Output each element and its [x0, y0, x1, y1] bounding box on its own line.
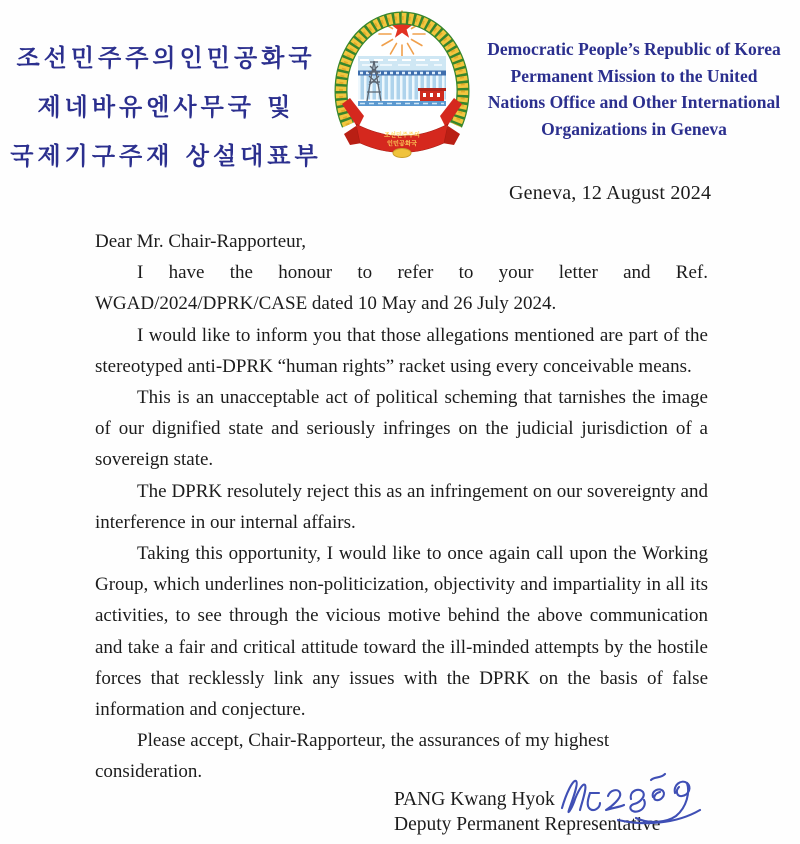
paragraph: I would like to inform you that those allegations mentioned are part of the stereotyped anti-DPRK “human rights” racket using every conceivable means. — [95, 324, 708, 377]
signature-handwriting-icon — [548, 764, 736, 834]
signer-title: Deputy Permanent Representative — [394, 814, 661, 835]
closing-paragraph: Please accept, Chair-Rapporteur, the assurances of my highest consideration. — [95, 730, 610, 783]
signer-name: PANG Kwang Hyok — [394, 789, 555, 810]
letter-body — [95, 226, 708, 788]
paragraph: I have the honour to refer to your letter and Ref. WGAD/2024/DPRK/CASE dated 10 May and 26 July 2024. — [95, 262, 708, 315]
salutation: Dear Mr. Chair-Rapporteur, — [95, 231, 306, 252]
dprk-national-emblem-icon — [334, 4, 470, 162]
letterhead-korean-line: 조선민주주의인민공화국 — [16, 44, 316, 72]
paragraph: The DPRK resolutely reject this as an infringement on our sovereignty and interference in our internal affairs. — [95, 480, 708, 533]
letterhead-korean-line: 제네바유엔사무국 및 — [37, 93, 295, 121]
ribbon-text-line2: 인민공화국 — [387, 140, 417, 148]
letterhead-english-line: Organizations in Geneva — [541, 118, 727, 139]
emblem-svg — [334, 4, 470, 162]
letterhead-korean-line: 국제기구주재 상설대표부 — [10, 142, 322, 170]
ribbon-text-line1: 조선민주주의 — [384, 132, 420, 139]
letterhead-english-line: Permanent Mission to the United — [510, 65, 758, 86]
letterhead-korean — [8, 34, 324, 181]
letterhead-english-line: Nations Office and Other International — [487, 92, 781, 112]
letterhead-english — [470, 36, 798, 142]
letterhead-english-line: Democratic People’s Republic of Korea — [487, 39, 781, 59]
paragraph: This is an unacceptable act of political scheming that tarnishes the image of our dignified state and seriously infringes on the judicial jurisdiction of a sovereign state. — [95, 387, 708, 471]
dateline: Geneva, 12 August 2024 — [509, 182, 712, 204]
paragraph: Taking this opportunity, I would like to once again call upon the Working Group, which underlines non-politicization, objectivity and impartiality in all its activities, to see through the vicious motive behind the above communication and take a fair and critical attitude toward the ill-minded attempts by the hostile forces that recklessly link any issues with the DPRK on the basis of false information and conjecture. — [95, 543, 708, 721]
